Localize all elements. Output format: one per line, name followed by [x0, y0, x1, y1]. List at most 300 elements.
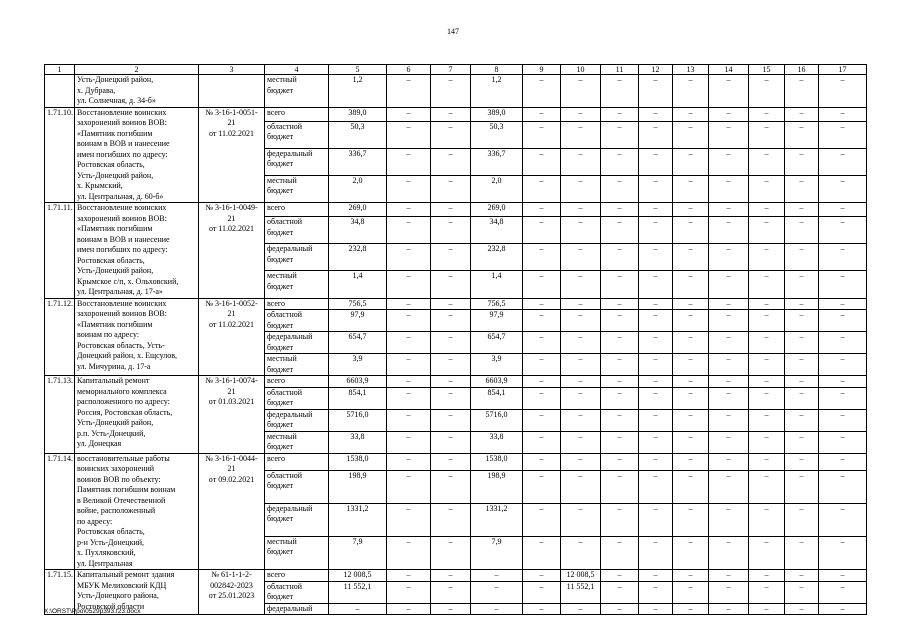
value-cell: –	[387, 387, 431, 409]
value-cell: –	[749, 121, 785, 148]
value-cell: 5716,0	[471, 409, 523, 431]
value-cell: –	[431, 203, 471, 217]
value-cell: –	[639, 121, 673, 148]
value-cell: –	[709, 603, 749, 615]
value-cell: –	[673, 453, 709, 470]
value-cell: 50,3	[471, 121, 523, 148]
value-cell: 1331,2	[329, 503, 387, 536]
value-cell: –	[523, 298, 561, 310]
value-cell: –	[819, 75, 867, 108]
value-cell: –	[819, 409, 867, 431]
value-cell: –	[561, 175, 601, 202]
value-cell: –	[639, 107, 673, 121]
value-cell: –	[709, 387, 749, 409]
value-cell: –	[639, 581, 673, 603]
value-cell: –	[601, 271, 639, 298]
value-cell: –	[431, 271, 471, 298]
column-number: 7	[431, 65, 471, 75]
value-cell: –	[749, 409, 785, 431]
value-cell: 1538,0	[471, 453, 523, 470]
value-cell: –	[639, 431, 673, 453]
value-cell: –	[785, 581, 819, 603]
item-number	[45, 75, 75, 108]
funding-source: областной бюджет	[265, 387, 329, 409]
value-cell: 2,0	[471, 175, 523, 202]
value-cell: 12 008,5	[329, 570, 387, 582]
value-cell: 7,9	[471, 536, 523, 569]
value-cell: 198,9	[329, 470, 387, 503]
value-cell: –	[639, 244, 673, 271]
funding-source: местный бюджет	[265, 271, 329, 298]
value-cell: –	[387, 603, 431, 615]
value-cell: –	[673, 121, 709, 148]
value-cell: –	[387, 107, 431, 121]
value-cell: –	[523, 244, 561, 271]
value-cell: –	[785, 536, 819, 569]
value-cell: –	[431, 387, 471, 409]
value-cell: –	[785, 603, 819, 615]
value-cell: –	[749, 431, 785, 453]
value-cell: –	[819, 470, 867, 503]
value-cell: –	[387, 332, 431, 354]
value-cell: 389,0	[329, 107, 387, 121]
value-cell: –	[749, 376, 785, 388]
value-cell: –	[639, 570, 673, 582]
value-cell: –	[749, 453, 785, 470]
value-cell: –	[673, 332, 709, 354]
value-cell: –	[431, 376, 471, 388]
value-cell: –	[785, 470, 819, 503]
value-cell: –	[387, 376, 431, 388]
value-cell: –	[819, 570, 867, 582]
value-cell: 854,1	[471, 387, 523, 409]
value-cell: –	[749, 503, 785, 536]
funding-source: федеральный бюджет	[265, 148, 329, 175]
value-cell: –	[709, 217, 749, 244]
value-cell: –	[387, 203, 431, 217]
value-cell: –	[561, 354, 601, 376]
value-cell: –	[819, 376, 867, 388]
value-cell: –	[709, 244, 749, 271]
value-cell: –	[785, 453, 819, 470]
value-cell: –	[709, 503, 749, 536]
value-cell: –	[601, 75, 639, 108]
value-cell: –	[709, 310, 749, 332]
value-cell: –	[387, 271, 431, 298]
value-cell: –	[431, 121, 471, 148]
value-cell: –	[561, 107, 601, 121]
item-name: Капитальный ремонт здания МБУК Мелиховский КДЦ Усть-Донецкого района, Ростовской области	[75, 570, 199, 615]
funding-source: местный бюджет	[265, 75, 329, 108]
value-cell: –	[601, 244, 639, 271]
value-cell: –	[601, 431, 639, 453]
value-cell: –	[749, 387, 785, 409]
value-cell: 269,0	[329, 203, 387, 217]
value-cell: –	[639, 470, 673, 503]
value-cell: –	[749, 310, 785, 332]
value-cell: –	[639, 175, 673, 202]
value-cell: –	[523, 581, 561, 603]
value-cell: –	[819, 581, 867, 603]
item-number: 1.71.15.	[45, 570, 75, 615]
value-cell: 7,9	[329, 536, 387, 569]
value-cell: –	[785, 175, 819, 202]
column-number: 15	[749, 65, 785, 75]
value-cell: –	[673, 409, 709, 431]
value-cell: –	[673, 175, 709, 202]
value-cell: –	[523, 75, 561, 108]
column-number: 4	[265, 65, 329, 75]
value-cell: –	[819, 271, 867, 298]
value-cell: –	[387, 470, 431, 503]
value-cell: 33,8	[329, 431, 387, 453]
value-cell: –	[673, 354, 709, 376]
value-cell: –	[785, 217, 819, 244]
value-cell: –	[601, 332, 639, 354]
value-cell: –	[673, 217, 709, 244]
value-cell: –	[709, 570, 749, 582]
value-cell: –	[601, 453, 639, 470]
value-cell: –	[749, 603, 785, 615]
value-cell: –	[673, 570, 709, 582]
funding-source: областной бюджет	[265, 470, 329, 503]
value-cell: –	[819, 453, 867, 470]
item-document: № 3-16-1-0051- 21 от 11.02.2021	[199, 107, 265, 203]
funding-source: местный бюджет	[265, 354, 329, 376]
value-cell: 269,0	[471, 203, 523, 217]
value-cell: –	[523, 203, 561, 217]
item-document: № 61-1-1-2- 002842-2023 от 25.01.2023	[199, 570, 265, 615]
column-number: 11	[601, 65, 639, 75]
value-cell: –	[601, 409, 639, 431]
value-cell: –	[709, 175, 749, 202]
value-cell: –	[523, 148, 561, 175]
value-cell: –	[561, 310, 601, 332]
value-cell: 97,9	[471, 310, 523, 332]
value-cell: –	[819, 332, 867, 354]
funding-source: областной бюджет	[265, 581, 329, 603]
value-cell: –	[673, 244, 709, 271]
value-cell: 2,0	[329, 175, 387, 202]
value-cell: –	[785, 121, 819, 148]
value-cell: –	[387, 298, 431, 310]
value-cell: 34,8	[329, 217, 387, 244]
value-cell: –	[523, 332, 561, 354]
item-number: 1.71.10.	[45, 107, 75, 203]
value-cell: –	[673, 431, 709, 453]
column-number: 10	[561, 65, 601, 75]
value-cell: –	[639, 310, 673, 332]
table-row	[45, 570, 867, 582]
funding-source: федеральный бюджет	[265, 244, 329, 271]
value-cell: –	[639, 298, 673, 310]
table-row	[45, 453, 867, 470]
table-row	[45, 298, 867, 310]
table-row	[45, 75, 867, 108]
file-path-footer: X:\ORST\Ppo\0529p393.f23.docx	[44, 608, 141, 615]
value-cell: –	[749, 354, 785, 376]
value-cell: 336,7	[329, 148, 387, 175]
value-cell: –	[639, 453, 673, 470]
item-name: Восстановление воинских захоронений воинов ВОВ: «Памятник погибшим воинам в ВОВ и нанесение имен погибших по адресу: Ростовская область, Усть-Донецкий район, Крымское с/п, х. Ольховский, ул. Центральная, д. 17-а»	[75, 203, 199, 299]
value-cell: 6603,9	[471, 376, 523, 388]
value-cell: –	[785, 298, 819, 310]
value-cell: –	[523, 431, 561, 453]
funding-source: всего	[265, 298, 329, 310]
value-cell: –	[709, 431, 749, 453]
value-cell: –	[431, 453, 471, 470]
value-cell: –	[749, 536, 785, 569]
column-number: 2	[75, 65, 199, 75]
value-cell: –	[709, 581, 749, 603]
value-cell: –	[709, 470, 749, 503]
value-cell: –	[749, 203, 785, 217]
value-cell: –	[819, 603, 867, 615]
value-cell: 1538,0	[329, 453, 387, 470]
funding-source: местный бюджет	[265, 536, 329, 569]
value-cell: 3,9	[329, 354, 387, 376]
column-number: 13	[673, 65, 709, 75]
value-cell: –	[431, 536, 471, 569]
item-name: Капитальный ремонт мемориального комплекса расположенного по адресу: Россия, Ростовская область, Усть-Донецкий район, р.п. Усть-Донецкий, ул. Донецкая	[75, 376, 199, 454]
value-cell: –	[601, 107, 639, 121]
value-cell: –	[819, 310, 867, 332]
funding-source: федеральный бюджет	[265, 409, 329, 431]
value-cell: –	[431, 310, 471, 332]
value-cell: –	[785, 570, 819, 582]
item-name: восстановительные работы воинских захоронений воинов ВОВ по объекту: Памятник погибшим воинам в Великой Отечественной войне, расположенный по адресу: Ростовская область, р-н Усть-Донецкий, х. Пухляковский, ул. Центральная	[75, 453, 199, 570]
value-cell: –	[431, 217, 471, 244]
value-cell: –	[639, 148, 673, 175]
value-cell: –	[709, 453, 749, 470]
value-cell: –	[601, 503, 639, 536]
value-cell: –	[523, 503, 561, 536]
value-cell: –	[673, 271, 709, 298]
value-cell: –	[561, 376, 601, 388]
value-cell: –	[561, 470, 601, 503]
value-cell: –	[431, 244, 471, 271]
value-cell: 232,8	[471, 244, 523, 271]
value-cell: 33,8	[471, 431, 523, 453]
value-cell: –	[561, 453, 601, 470]
value-cell: –	[819, 217, 867, 244]
value-cell: –	[431, 107, 471, 121]
value-cell: –	[431, 75, 471, 108]
value-cell: –	[523, 121, 561, 148]
value-cell: –	[601, 570, 639, 582]
value-cell: –	[819, 536, 867, 569]
value-cell: –	[819, 503, 867, 536]
item-document: № 3-16-1-0044- 21 от 09.02.2021	[199, 453, 265, 570]
value-cell: –	[601, 310, 639, 332]
value-cell: 1331,2	[471, 503, 523, 536]
funding-source: федеральный	[265, 603, 329, 615]
item-document: № 3-16-1-0052- 21 от 11.02.2021	[199, 298, 265, 376]
value-cell: –	[601, 536, 639, 569]
value-cell: –	[709, 148, 749, 175]
value-cell: –	[673, 107, 709, 121]
table-row	[45, 107, 867, 121]
value-cell: 1,2	[329, 75, 387, 108]
value-cell: –	[387, 354, 431, 376]
value-cell: –	[329, 603, 387, 615]
value-cell: –	[561, 387, 601, 409]
value-cell: –	[523, 175, 561, 202]
column-number: 5	[329, 65, 387, 75]
value-cell: –	[639, 376, 673, 388]
item-number: 1.71.14.	[45, 453, 75, 570]
value-cell: –	[387, 570, 431, 582]
value-cell: –	[673, 148, 709, 175]
column-number: 12	[639, 65, 673, 75]
funding-source: федеральный бюджет	[265, 503, 329, 536]
funding-source: федеральный бюджет	[265, 332, 329, 354]
value-cell: –	[523, 570, 561, 582]
value-cell: 654,7	[329, 332, 387, 354]
value-cell: –	[431, 354, 471, 376]
value-cell: –	[561, 148, 601, 175]
value-cell: –	[749, 332, 785, 354]
value-cell: –	[561, 409, 601, 431]
value-cell: –	[601, 203, 639, 217]
value-cell: 3,9	[471, 354, 523, 376]
value-cell: –	[673, 376, 709, 388]
value-cell: –	[673, 536, 709, 569]
value-cell: –	[471, 570, 523, 582]
value-cell: –	[431, 470, 471, 503]
value-cell: –	[709, 332, 749, 354]
funding-source: всего	[265, 376, 329, 388]
value-cell: –	[785, 409, 819, 431]
value-cell: –	[601, 581, 639, 603]
value-cell: –	[785, 271, 819, 298]
value-cell: –	[387, 453, 431, 470]
value-cell: –	[673, 581, 709, 603]
value-cell: 34,8	[471, 217, 523, 244]
value-cell: –	[819, 298, 867, 310]
column-number: 17	[819, 65, 867, 75]
value-cell: –	[819, 203, 867, 217]
value-cell: –	[639, 354, 673, 376]
value-cell: –	[673, 387, 709, 409]
value-cell: –	[387, 121, 431, 148]
value-cell: –	[387, 148, 431, 175]
value-cell: –	[387, 503, 431, 536]
value-cell: –	[601, 470, 639, 503]
column-number: 3	[199, 65, 265, 75]
value-cell: –	[639, 536, 673, 569]
value-cell: –	[749, 470, 785, 503]
column-number: 9	[523, 65, 561, 75]
value-cell: –	[709, 75, 749, 108]
value-cell: –	[819, 431, 867, 453]
value-cell: –	[709, 354, 749, 376]
value-cell: –	[387, 244, 431, 271]
value-cell: –	[749, 244, 785, 271]
value-cell: –	[431, 298, 471, 310]
value-cell: –	[387, 75, 431, 108]
value-cell: 50,3	[329, 121, 387, 148]
value-cell: –	[431, 503, 471, 536]
value-cell: 198,9	[471, 470, 523, 503]
column-number-row	[45, 65, 867, 75]
value-cell: –	[561, 503, 601, 536]
value-cell: –	[785, 244, 819, 271]
value-cell: –	[639, 603, 673, 615]
funding-source: всего	[265, 570, 329, 582]
value-cell: 6603,9	[329, 376, 387, 388]
table-row	[45, 376, 867, 388]
value-cell: 854,1	[329, 387, 387, 409]
value-cell: –	[749, 217, 785, 244]
value-cell: –	[673, 75, 709, 108]
value-cell: –	[785, 203, 819, 217]
table-row	[45, 203, 867, 217]
column-number: 1	[45, 65, 75, 75]
value-cell: –	[471, 603, 523, 615]
column-number: 6	[387, 65, 431, 75]
value-cell: –	[561, 536, 601, 569]
value-cell: –	[523, 376, 561, 388]
value-cell: –	[561, 121, 601, 148]
value-cell: –	[819, 175, 867, 202]
value-cell: –	[523, 310, 561, 332]
value-cell: –	[387, 217, 431, 244]
value-cell: –	[819, 244, 867, 271]
value-cell: –	[785, 376, 819, 388]
value-cell: 1,4	[471, 271, 523, 298]
financing-table	[44, 64, 867, 615]
value-cell: –	[749, 148, 785, 175]
value-cell: –	[561, 271, 601, 298]
value-cell: –	[561, 298, 601, 310]
value-cell: –	[639, 271, 673, 298]
value-cell: –	[387, 581, 431, 603]
value-cell: –	[819, 121, 867, 148]
value-cell: –	[523, 453, 561, 470]
value-cell: –	[431, 581, 471, 603]
value-cell: –	[749, 175, 785, 202]
value-cell: –	[785, 310, 819, 332]
value-cell: –	[785, 332, 819, 354]
value-cell: –	[431, 431, 471, 453]
value-cell: –	[561, 431, 601, 453]
value-cell: –	[749, 75, 785, 108]
value-cell: –	[749, 581, 785, 603]
value-cell: –	[785, 387, 819, 409]
value-cell: –	[785, 503, 819, 536]
value-cell: –	[785, 148, 819, 175]
value-cell: –	[601, 354, 639, 376]
value-cell: 232,8	[329, 244, 387, 271]
value-cell: –	[561, 217, 601, 244]
funding-source: местный бюджет	[265, 175, 329, 202]
value-cell: –	[431, 175, 471, 202]
value-cell: –	[639, 217, 673, 244]
value-cell: –	[709, 203, 749, 217]
value-cell: –	[387, 536, 431, 569]
item-name: Восстановление воинских захоронений воинов ВОВ: «Памятник погибшим воинам по адресу: Ростовская область, Усть- Донецкий район, х. Ещсулов, ул. Мичурина, д. 17-а	[75, 298, 199, 376]
item-number: 1.71.12.	[45, 298, 75, 376]
value-cell: –	[523, 470, 561, 503]
value-cell: –	[639, 332, 673, 354]
value-cell: –	[471, 581, 523, 603]
value-cell: 1,2	[471, 75, 523, 108]
value-cell: –	[673, 470, 709, 503]
funding-source: всего	[265, 107, 329, 121]
funding-source: местный бюджет	[265, 431, 329, 453]
value-cell: –	[785, 354, 819, 376]
